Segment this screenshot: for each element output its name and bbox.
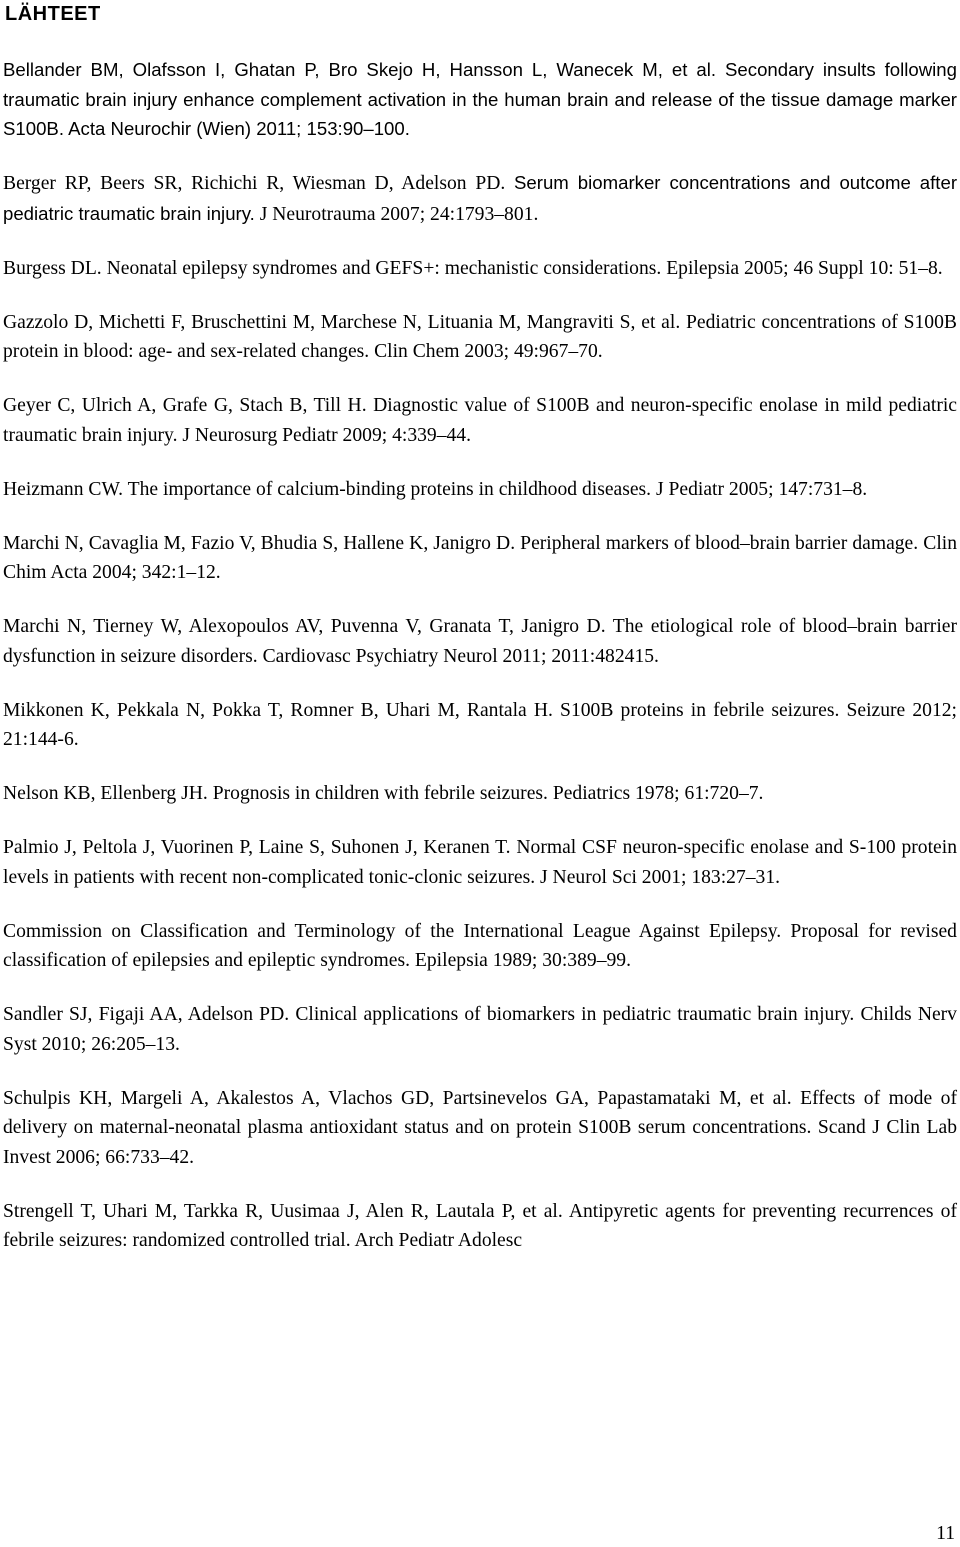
page-heading: LÄHTEET bbox=[5, 3, 101, 25]
reference-item bbox=[3, 696, 957, 755]
reference-source: Epilepsia 1989; 30:389–99. bbox=[414, 950, 631, 971]
reference-item bbox=[3, 55, 957, 144]
reference-item bbox=[3, 1000, 957, 1059]
reference-list bbox=[3, 55, 957, 1280]
reference-source: Epilepsia 2005; 46 Suppl 10: 51–8. bbox=[666, 257, 943, 279]
reference-authors: Geyer C, Ulrich A, Grafe G, Stach B, Till H. bbox=[3, 395, 367, 416]
reference-item bbox=[3, 391, 957, 450]
reference-title: Proposal for revised classification of epilepsies and epileptic syndromes. bbox=[3, 920, 957, 971]
reference-title: Clinical applications of biomarkers in pediatric traumatic brain injury. bbox=[295, 1004, 855, 1025]
reference-authors: Strengell T, Uhari M, Tarkka R, Uusimaa J, Alen R, Lautala P, et al. bbox=[3, 1200, 563, 1222]
reference-item bbox=[3, 308, 957, 367]
reference-title: Prognosis in children with febrile seizures. bbox=[212, 783, 548, 804]
reference-authors: Berger RP, Beers SR, Richichi R, Wiesman D, Adelson PD. bbox=[3, 173, 506, 194]
reference-title: The etiological role of blood–brain barrier dysfunction in seizure disorders. bbox=[3, 616, 957, 667]
reference-authors: Bellander BM, Olafsson I, Ghatan P, Bro Skejo H, Hansson L, Wanecek M, et al. bbox=[3, 59, 717, 80]
reference-item bbox=[3, 529, 957, 588]
reference-title: Peripheral markers of blood–brain barrier damage. bbox=[520, 532, 919, 554]
reference-title: Secondary insults following traumatic brain injury enhance complement activation in the human brain and release of the tissue damage marker S100B. bbox=[3, 59, 957, 139]
reference-source: Cardiovasc Psychiatry Neurol 2011; 2011:482415. bbox=[262, 645, 659, 667]
reference-source: J Pediatr 2005; 147:731–8. bbox=[656, 478, 868, 500]
reference-title: Effects of mode of delivery on maternal-neonatal plasma antioxidant status and on protein S100B serum concentrations. bbox=[3, 1087, 958, 1138]
reference-authors: Nelson KB, Ellenberg JH. bbox=[3, 783, 208, 804]
reference-authors: Palmio J, Peltola J, Vuorinen P, Laine S, Suhonen J, Keranen T. bbox=[3, 837, 511, 858]
reference-title: Antipyretic agents for preventing recurrences of febrile seizures: randomized controlled trial. bbox=[3, 1200, 957, 1251]
reference-source: Arch Pediatr Adolesc bbox=[354, 1230, 523, 1251]
reference-item bbox=[3, 1084, 957, 1173]
reference-title: Pediatric concentrations of S100B protein in blood: age- and sex-related changes. bbox=[3, 311, 957, 362]
reference-title: Diagnostic value of S100B and neuron-specific enolase in mild pediatric traumatic brain injury. bbox=[3, 395, 957, 446]
reference-authors: Marchi N, Cavaglia M, Fazio V, Bhudia S, Hallene K, Janigro D. bbox=[3, 532, 516, 554]
reference-item bbox=[3, 612, 957, 671]
reference-source: Pediatrics 1978; 61:720–7. bbox=[552, 783, 764, 804]
reference-source: Seizure 2012; 21:144-6. bbox=[3, 699, 958, 750]
reference-item bbox=[3, 779, 957, 809]
reference-source: Childs Nerv Syst 2010; 26:205–13. bbox=[3, 1004, 957, 1055]
reference-authors: Burgess DL. bbox=[3, 257, 102, 279]
reference-item bbox=[3, 917, 957, 976]
reference-item bbox=[3, 833, 957, 892]
reference-item bbox=[3, 254, 957, 284]
reference-title: Normal CSF neuron-specific enolase and S-100 protein levels in patients with recent non-complicated tonic-clonic seizures. bbox=[3, 837, 957, 888]
reference-authors: Mikkonen K, Pekkala N, Pokka T, Romner B, Uhari M, Rantala H. bbox=[3, 699, 553, 721]
reference-authors: Sandler SJ, Figaji AA, Adelson PD. bbox=[3, 1004, 290, 1025]
reference-authors: Heizmann CW. bbox=[3, 478, 124, 500]
reference-source: J Neurosurg Pediatr 2009; 4:339–44. bbox=[182, 424, 471, 446]
page-number: 11 bbox=[936, 1523, 955, 1544]
reference-authors: Commission on Classification and Terminology of the International League Against Epilepsy. bbox=[3, 920, 782, 942]
reference-source: Acta Neurochir (Wien) 2011; 153:90–100. bbox=[68, 118, 410, 139]
reference-title: Serum biomarker concentrations and outcome after pediatric traumatic brain injury. bbox=[3, 172, 958, 224]
reference-source: J Neurol Sci 2001; 183:27–31. bbox=[540, 866, 781, 888]
reference-source: J Neurotrauma 2007; 24:1793–801. bbox=[259, 203, 539, 225]
reference-title: Neonatal epilepsy syndromes and GEFS+: mechanistic considerations. bbox=[106, 257, 662, 279]
reference-title: S100B proteins in febrile seizures. bbox=[560, 699, 840, 721]
reference-authors: Marchi N, Tierney W, Alexopoulos AV, Puvenna V, Granata T, Janigro D. bbox=[3, 616, 606, 637]
reference-item bbox=[3, 475, 957, 505]
reference-item bbox=[3, 1197, 957, 1256]
reference-authors: Gazzolo D, Michetti F, Bruschettini M, Marchese N, Lituania M, Mangraviti S, et al. bbox=[3, 311, 681, 333]
reference-title: The importance of calcium-binding proteins in childhood diseases. bbox=[127, 478, 652, 500]
reference-source: Scand J Clin Lab Invest 2006; 66:733–42. bbox=[3, 1117, 957, 1168]
reference-source: Clin Chim Acta 2004; 342:1–12. bbox=[3, 532, 958, 583]
reference-item bbox=[3, 168, 957, 229]
reference-authors: Schulpis KH, Margeli A, Akalestos A, Vlachos GD, Partsinevelos GA, Papastamataki M, et al. bbox=[3, 1087, 792, 1109]
reference-source: Clin Chem 2003; 49:967–70. bbox=[374, 341, 603, 362]
